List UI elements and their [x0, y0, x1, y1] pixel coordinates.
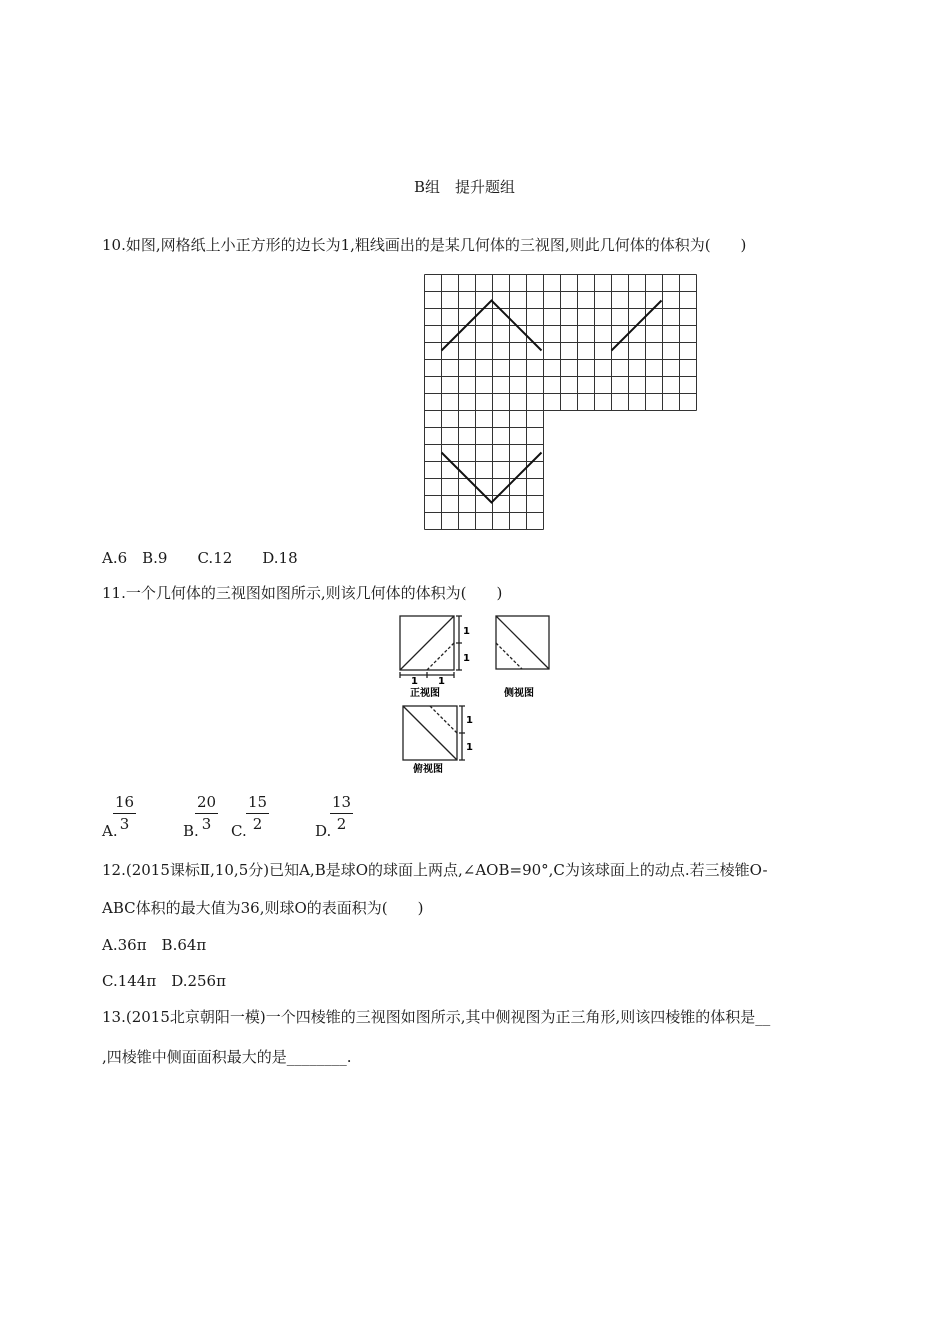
q11-front-dim-bottom-left: 1 [411, 676, 418, 687]
q11-front-label: 正视图 [410, 688, 440, 699]
q11-front-view [400, 616, 462, 678]
section-title: B组 提升题组 [414, 178, 516, 196]
q11-top-view [403, 706, 465, 760]
q11-option-d-letter: D. [315, 822, 332, 840]
q10-grid-figure [420, 270, 700, 540]
q11-side-label: 侧视图 [504, 688, 534, 699]
q11-front-dim-bottom-right: 1 [438, 676, 445, 687]
q11-option-a-num: 16 [115, 793, 135, 811]
q13-stem-line1: 13.(2015北京朝阳一模)一个四棱锥的三视图如图所示,其中侧视图为正三角形,则该四棱锥的体积是__ [102, 1008, 771, 1026]
q11-option-c-letter: C. [231, 822, 247, 840]
q11-option-d-num: 13 [332, 793, 352, 811]
q11-option-b-num: 20 [197, 793, 217, 811]
q11-option-c-num: 15 [248, 793, 268, 811]
q11-top-label: 俯视图 [413, 764, 443, 775]
q11-option-c-fraction [246, 795, 269, 832]
q11-option-d-den: 2 [330, 813, 353, 832]
q10-options: A.6 B.9 C.12 D.18 [102, 549, 298, 567]
q12-options-line2: C.144π D.256π [102, 972, 226, 990]
q11-option-d-fraction [330, 795, 353, 832]
q11-top-dim-bottom: 1 [466, 742, 473, 753]
q11-option-b-den: 3 [195, 813, 218, 832]
q11-front-dim-right-bottom: 1 [463, 653, 470, 664]
q12-stem-line1: 12.(2015课标Ⅱ,10,5分)已知A,B是球O的球面上两点,∠AOB=90°,C为该球面上的动点.若三棱锥O- [102, 861, 768, 879]
q11-side-view [496, 616, 549, 669]
q11-three-view-figure [396, 612, 566, 777]
q13-stem-line2: ,四棱锥中侧面面积最大的是________. [102, 1048, 352, 1066]
q11-option-a-den: 3 [113, 813, 136, 832]
q11-option-a-fraction [113, 795, 136, 832]
q11-option-b-fraction [195, 795, 218, 832]
q11-top-dim-top: 1 [466, 715, 473, 726]
q12-options-line1: A.36π B.64π [102, 936, 207, 954]
q11-stem: 11.一个几何体的三视图如图所示,则该几何体的体积为( ) [102, 584, 503, 602]
q10-stem: 10.如图,网格纸上小正方形的边长为1,粗线画出的是某几何体的三视图,则此几何体的体积为( ) [102, 236, 747, 254]
q11-option-c-den: 2 [246, 813, 269, 832]
q11-option-b-letter: B. [183, 822, 199, 840]
q11-front-dim-right-top: 1 [463, 626, 470, 637]
q11-option-a-letter: A. [102, 822, 118, 840]
q12-stem-line2: ABC体积的最大值为36,则球O的表面积为( ) [102, 899, 424, 917]
